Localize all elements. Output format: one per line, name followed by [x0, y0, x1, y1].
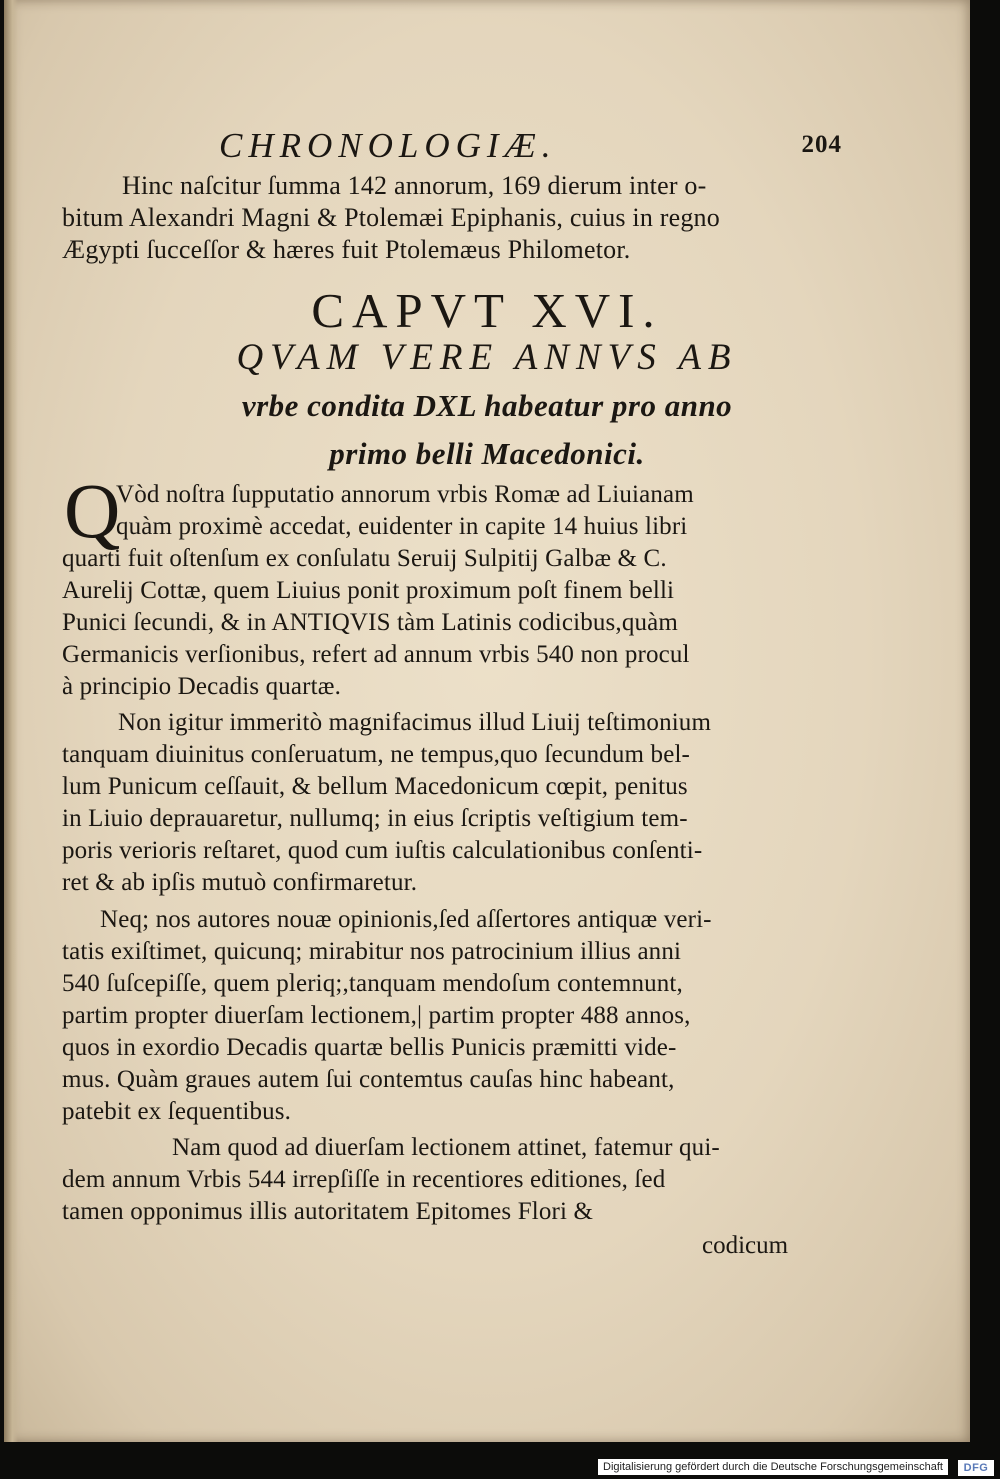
chapter-heading: CAPVT XVI. — [311, 283, 663, 338]
paragraph-1-line: Germanicis verſionibus, refert ad annum vrbis 540 non procul — [62, 641, 690, 668]
paragraph-3-line: partim propter diuerſam lectionem,| partim propter 488 annos, — [62, 1002, 691, 1029]
chapter-subtitle-line: primo belli Macedonici. — [329, 436, 645, 471]
paragraph-2-line: poris verioris reſtaret, quod cum iuſtis calculationibus conſenti- — [62, 837, 703, 864]
chapter-subtitle-line: vrbe condita DXL habeatur pro anno — [241, 388, 733, 423]
viewer-footer — [0, 1442, 1000, 1479]
paragraph-1-line: Vòd noſtra ſupputatio annorum vrbis Romæ ad Liuianam — [116, 481, 694, 508]
dfg-logo — [958, 1460, 994, 1476]
paragraph-4-line: tamen opponimus illis autoritatem Epitomes Flori & — [62, 1198, 594, 1225]
preceding-text-line: Hinc naſcitur ſumma 142 annorum, 169 dierum inter o- — [122, 171, 707, 200]
preceding-text-line: Ægypti ſucceſſor & hæres fuit Ptolemæus Philometor. — [62, 235, 631, 264]
paragraph-4-line: dem annum Vrbis 544 irrepſiſſe in recentiores editiones, ſed — [62, 1166, 666, 1193]
paragraph-1-line: Punici ſecundi, & in ANTIQVIS tàm Latinis codicibus,quàm — [62, 609, 678, 636]
digitization-credit: Digitalisierung gefördert durch die Deutsche Forschungsgemeinschaft — [598, 1459, 948, 1475]
paragraph-2-line: ret & ab ipſis mutuò confirmaretur. — [62, 869, 418, 896]
paragraph-2-line: in Liuio deprauaretur, nullumq; in eius ſcriptis veſtigium tem- — [62, 805, 688, 832]
page-gutter — [4, 0, 18, 1442]
running-head: CHRONOLOGIÆ. — [219, 126, 557, 165]
drop-cap: Q — [64, 467, 121, 554]
paragraph-4-line: Nam quod ad diuerſam lectionem attinet, fatemur qui- — [172, 1134, 720, 1161]
book-page — [4, 0, 970, 1442]
paragraph-1-line: quarti fuit oſtenſum ex conſulatu Seruij Sulpitij Galbæ & C. — [62, 545, 667, 572]
paragraph-2-line: lum Punicum ceſſauit, & bellum Macedonicum cœpit, penitus — [62, 773, 688, 800]
paragraph-1-line: à principio Decadis quartæ. — [62, 673, 341, 700]
page-number: 204 — [801, 131, 842, 158]
paragraph-2-line: Non igitur immeritò magnifacimus illud Liuij teſtimonium — [118, 709, 712, 736]
paragraph-3-line: patebit ex ſequentibus. — [62, 1098, 292, 1125]
paragraph-3-line: tatis exiſtimet, quicunq; mirabitur nos patrocinium illius anni — [62, 938, 682, 965]
preceding-text-line: bitum Alexandri Magni & Ptolemæi Epiphanis, cuius in regno — [62, 203, 720, 232]
paragraph-1-line: Aurelij Cottæ, quem Liuius ponit proximum poſt finem belli — [62, 577, 675, 604]
paragraph-3-line: quos in exordio Decadis quartæ bellis Punicis præmitti vide- — [62, 1034, 677, 1061]
catchword: codicum — [702, 1232, 789, 1259]
paragraph-3-line: mus. Quàm graues autem ſui contemtus cauſas hinc habeant, — [62, 1066, 675, 1093]
paragraph-1-line: quàm proximè accedat, euidenter in capite 14 huius libri — [116, 513, 688, 540]
dfg-logo-text: DFG — [963, 1462, 989, 1474]
paragraph-2-line: tanquam diuinitus conſeruatum, ne tempus,quo ſecundum bel- — [62, 741, 691, 768]
paragraph-3-line: Neq; nos autores nouæ opinionis,ſed aſſertores antiquæ veri- — [100, 906, 712, 933]
paragraph-3-line: 540 ſuſcepiſſe, quem pleriq;,tanquam mendoſum contemnunt, — [62, 970, 683, 997]
chapter-subtitle-line: QVAM VERE ANNVS AB — [236, 337, 738, 378]
